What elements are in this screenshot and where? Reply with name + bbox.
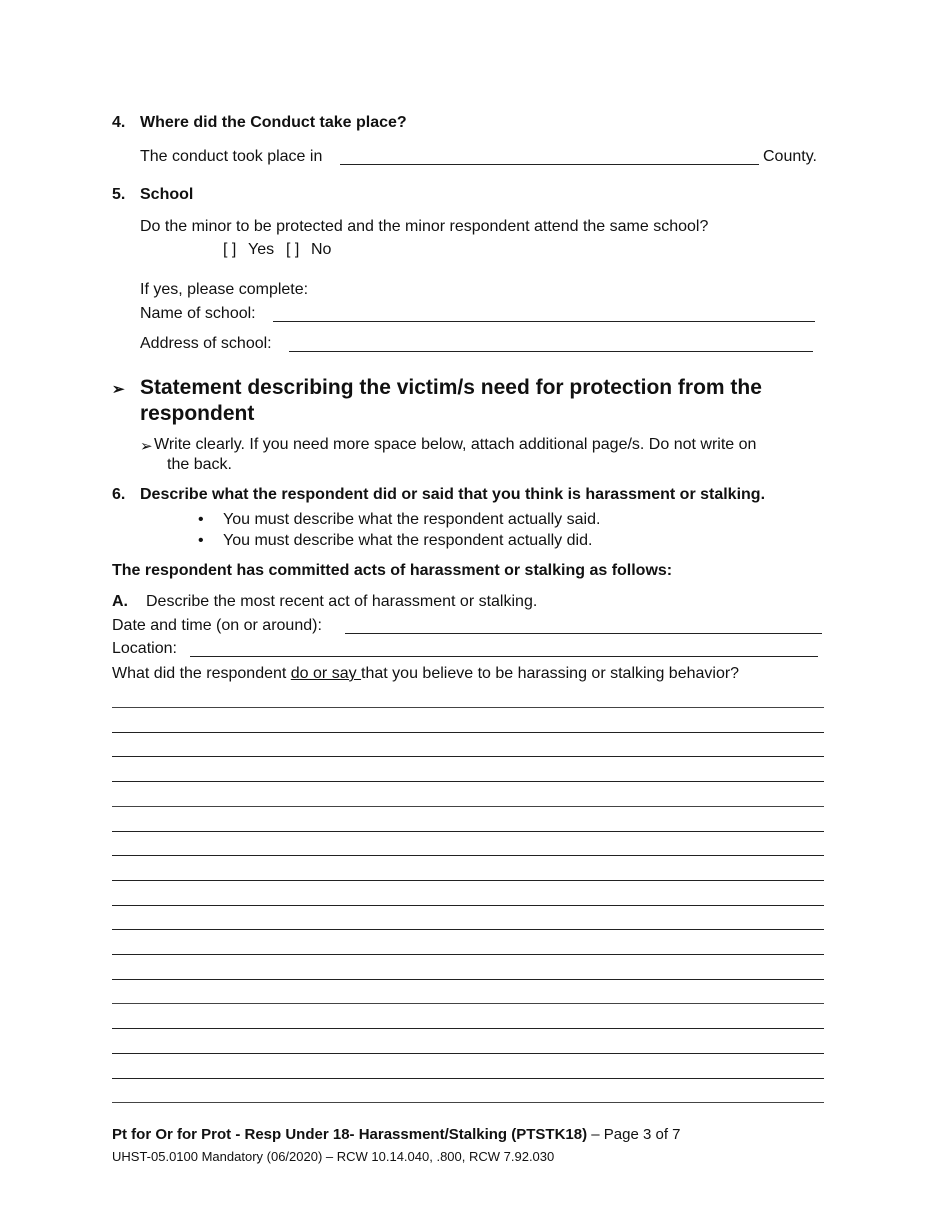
yes-checkbox[interactable]: [ ] [223, 241, 237, 258]
writing-line[interactable] [112, 781, 824, 782]
date-time-field[interactable] [345, 633, 822, 634]
writing-line[interactable] [112, 707, 824, 708]
note-line1: Write clearly. If you need more space below, attach additional page/s. Do not write on [154, 436, 757, 453]
writing-line[interactable] [112, 1003, 824, 1004]
q4-prefix: The conduct took place in [140, 148, 323, 165]
no-checkbox[interactable]: [ ] [286, 241, 300, 258]
q6-bullet-did: You must describe what the respondent actually did. [223, 532, 593, 549]
no-label: No [311, 241, 332, 258]
writing-line[interactable] [112, 1053, 824, 1054]
q5-title: School [140, 186, 194, 203]
q4-county-suffix: County. [763, 148, 817, 165]
footer-page-info: – Page 3 of 7 [587, 1126, 681, 1143]
bullet-dot: • [198, 532, 204, 549]
yes-label: Yes [248, 241, 275, 258]
footer-form-code: UHST-05.0100 Mandatory (06/2020) – RCW 10.14.040, .800, RCW 7.92.030 [112, 1149, 555, 1164]
school-name-label: Name of school: [140, 305, 256, 322]
what-question: What did the respondent do or say that you believe to be harassing or stalking behavior? [112, 665, 740, 682]
date-time-label: Date and time (on or around): [112, 617, 322, 634]
writing-line[interactable] [112, 905, 824, 906]
writing-line[interactable] [112, 929, 824, 930]
act-a-text: Describe the most recent act of harassment or stalking. [146, 593, 538, 610]
writing-line[interactable] [112, 732, 824, 733]
q4-number: 4. [112, 114, 126, 131]
county-field[interactable] [340, 164, 759, 165]
q6-number: 6. [112, 486, 126, 503]
q6-bullet-said: You must describe what the respondent actually said. [223, 511, 601, 528]
writing-line[interactable] [112, 855, 824, 856]
q6-title: Describe what the respondent did or said that you think is harassment or stalking. [140, 486, 766, 503]
q5-question: Do the minor to be protected and the minor respondent attend the same school? [140, 218, 709, 235]
acts-heading: The respondent has committed acts of harassment or stalking as follows: [112, 562, 673, 579]
if-yes-text: If yes, please complete: [140, 281, 309, 298]
location-label: Location: [112, 640, 177, 657]
school-address-label: Address of school: [140, 335, 272, 352]
location-field[interactable] [190, 656, 818, 657]
statement-title-line2: respondent [140, 402, 255, 425]
statement-arrow-icon: ➢ [112, 381, 125, 398]
footer-form-title: Pt for Or for Prot - Resp Under 18- Harassment/Stalking (PTSTK18) [112, 1126, 588, 1143]
writing-line[interactable] [112, 756, 824, 757]
school-address-field[interactable] [289, 351, 813, 352]
writing-line[interactable] [112, 880, 824, 881]
school-name-field[interactable] [273, 321, 815, 322]
writing-line[interactable] [112, 1078, 824, 1079]
act-a-label: A. [112, 593, 128, 610]
writing-line[interactable] [112, 954, 824, 955]
writing-line[interactable] [112, 979, 824, 980]
writing-line[interactable] [112, 806, 824, 807]
note-arrow-icon: ➢ [140, 438, 153, 455]
writing-line[interactable] [112, 831, 824, 832]
footer-title-line [112, 1126, 681, 1143]
writing-line[interactable] [112, 1102, 824, 1103]
q5-number: 5. [112, 186, 126, 203]
writing-line[interactable] [112, 1028, 824, 1029]
note-line2: the back. [167, 456, 232, 473]
bullet-dot: • [198, 511, 204, 528]
q4-title: Where did the Conduct take place? [140, 114, 407, 131]
statement-title-line1: Statement describing the victim/s need for protection from the [140, 376, 762, 399]
